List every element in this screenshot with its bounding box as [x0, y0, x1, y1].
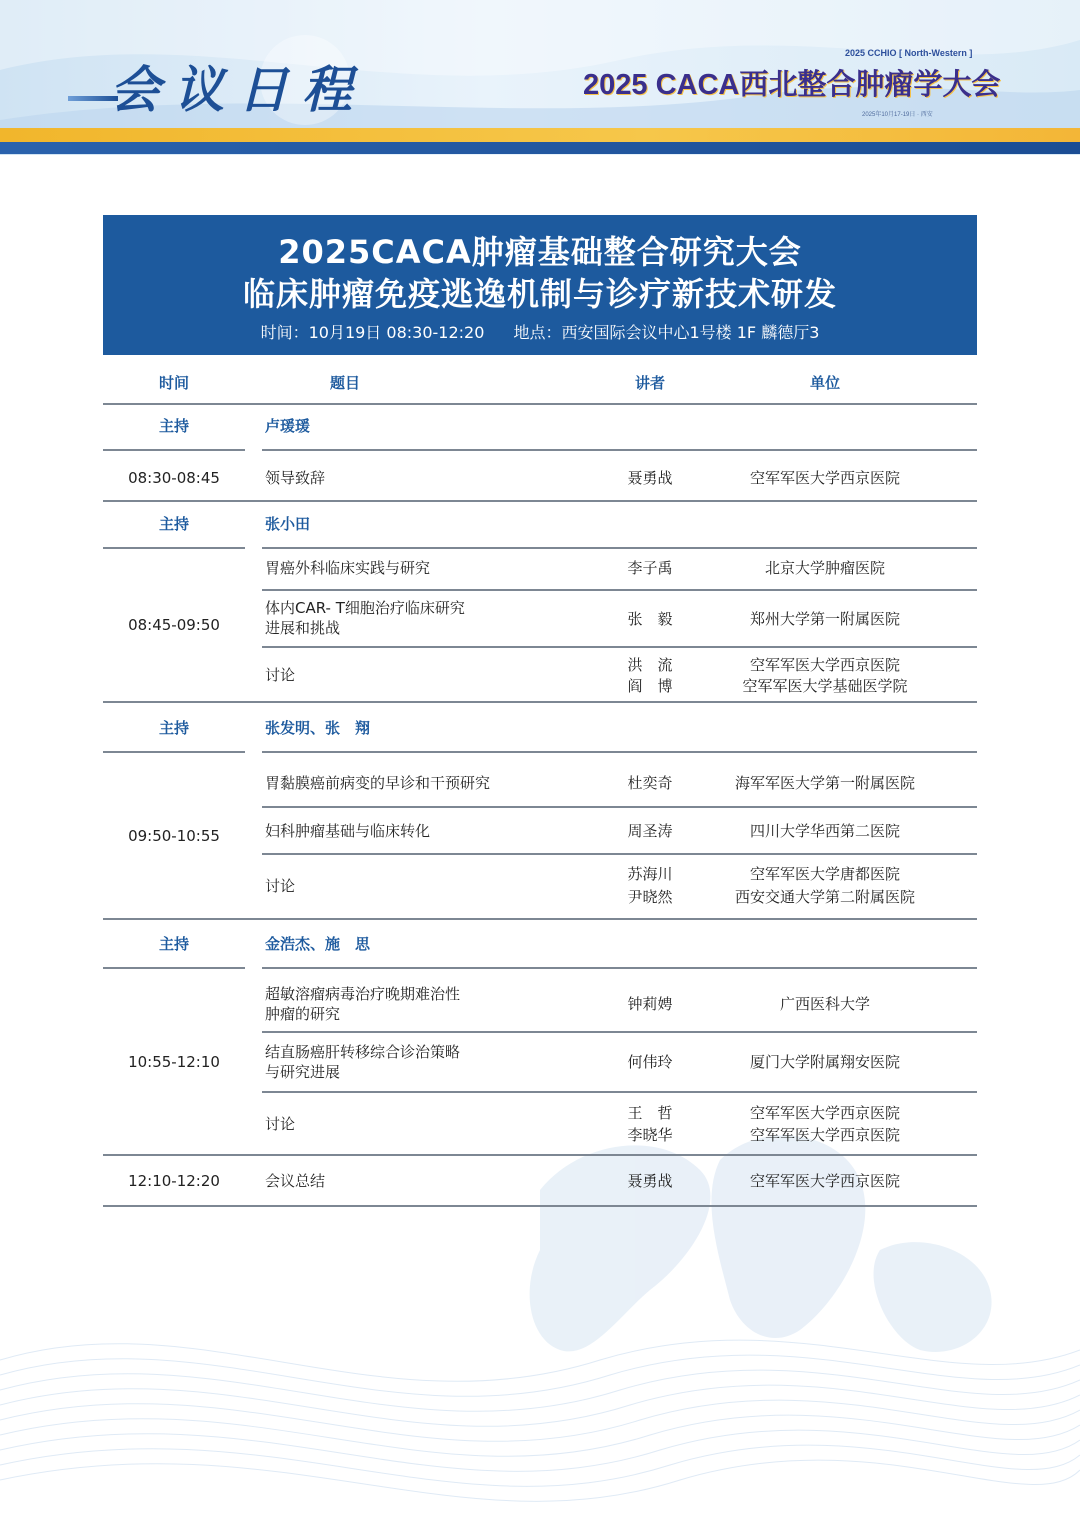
unit: 空军军医大学西京医院	[749, 1172, 900, 1190]
divider	[262, 646, 977, 648]
host-label: 主持	[158, 935, 189, 953]
time-slot: 12:10-12:20	[128, 1172, 220, 1190]
divider	[103, 1154, 977, 1156]
divider	[103, 403, 977, 405]
topic: 讨论	[265, 1115, 296, 1133]
divider	[262, 1091, 977, 1093]
session-title-block	[103, 215, 977, 355]
unit: 郑州大学第一附属医院	[749, 610, 900, 628]
topic: 讨论	[265, 877, 296, 895]
session-time: 时间：10月19日 08:30-12:20	[260, 323, 485, 342]
brand-date: 2025年10月17-19日 · 西安	[862, 112, 933, 118]
speaker: 聂勇战	[627, 1172, 673, 1190]
topic: 结直肠癌肝转移综合诊治策略	[265, 1043, 461, 1061]
topic: 肿瘤的研究	[265, 1005, 341, 1023]
host-name: 金浩杰、施 思	[265, 935, 371, 953]
speaker: 周圣涛	[627, 822, 673, 840]
unit: 空军军医大学西京医院	[749, 656, 900, 674]
speaker: 李晓华	[627, 1126, 673, 1144]
host-label: 主持	[158, 719, 189, 737]
unit: 空军军医大学唐都医院	[749, 865, 900, 883]
unit: 西安交通大学第二附属医院	[734, 888, 915, 906]
host-label: 主持	[158, 417, 189, 435]
divider	[262, 853, 977, 855]
divider	[103, 547, 245, 549]
brand-subtitle: 2025 CCHIO [ North-Western ]	[845, 48, 973, 58]
speaker: 阎 博	[627, 677, 673, 695]
divider	[262, 589, 977, 591]
session-title: 2025CACA肿瘤基础整合研究大会	[278, 233, 802, 271]
unit: 厦门大学附属翔安医院	[749, 1053, 900, 1071]
topic: 体内CAR- T细胞治疗临床研究	[265, 599, 465, 617]
page-title: 会议日程	[110, 60, 366, 119]
host-name: 张发明、张 翔	[265, 719, 371, 737]
divider	[103, 449, 245, 451]
speaker: 李子禹	[627, 559, 673, 577]
speaker: 聂勇战	[627, 469, 673, 487]
speaker: 钟莉娉	[627, 995, 673, 1013]
unit: 空军军医大学西京医院	[749, 469, 900, 487]
speaker: 王 哲	[627, 1104, 673, 1122]
time-slot: 10:55-12:10	[128, 1053, 220, 1071]
topic: 进展和挑战	[265, 619, 341, 637]
time-slot: 08:45-09:50	[128, 616, 220, 634]
time-slot: 09:50-10:55	[128, 827, 220, 845]
brand-logo-text: 2025 CACA西北整合肿瘤学大会	[583, 69, 1001, 101]
unit: 海军军医大学第一附属医院	[734, 774, 915, 792]
topic: 胃癌外科临床实践与研究	[265, 559, 431, 577]
page-header	[0, 0, 1080, 155]
speaker: 苏海川	[627, 865, 673, 883]
topic: 与研究进展	[265, 1063, 341, 1081]
speaker: 杜奕奇	[627, 774, 673, 792]
divider	[103, 967, 245, 969]
header-blue-stripe	[0, 142, 1080, 154]
unit: 广西医科大学	[779, 995, 870, 1013]
divider	[103, 751, 245, 753]
speaker: 张 毅	[627, 610, 673, 628]
column-header-speaker: 讲者	[634, 374, 665, 392]
column-header-unit: 单位	[809, 374, 840, 392]
header-gold-stripe	[0, 128, 1080, 142]
host-name: 卢瑗瑗	[265, 417, 311, 435]
unit: 北京大学肿瘤医院	[764, 559, 885, 577]
speaker: 何伟玲	[627, 1053, 673, 1071]
session-venue: 地点：西安国际会议中心1号楼 1F 麟德厅3	[513, 323, 820, 342]
divider	[103, 701, 977, 703]
column-header-topic: 题目	[329, 374, 360, 392]
divider	[262, 1031, 977, 1033]
divider	[103, 918, 977, 920]
speaker: 尹晓然	[627, 888, 673, 906]
divider	[262, 547, 977, 549]
session-subtitle: 临床肿瘤免疫逃逸机制与诊疗新技术研发	[242, 275, 837, 313]
topic: 超敏溶瘤病毒治疗晚期难治性	[265, 985, 461, 1003]
speaker: 洪 流	[627, 656, 673, 674]
topic: 领导致辞	[265, 469, 326, 487]
host-name: 张小田	[265, 515, 311, 533]
column-header-time: 时间	[158, 374, 189, 392]
unit: 空军军医大学基础医学院	[742, 677, 908, 695]
topic: 胃黏膜癌前病变的早诊和干预研究	[265, 774, 491, 792]
topic: 妇科肿瘤基础与临床转化	[265, 822, 431, 840]
host-label: 主持	[158, 515, 189, 533]
topic: 讨论	[265, 666, 296, 684]
time-slot: 08:30-08:45	[128, 469, 220, 487]
unit: 四川大学华西第二医院	[749, 822, 900, 840]
session-info	[103, 320, 977, 343]
divider	[262, 806, 977, 808]
divider	[262, 449, 977, 451]
unit: 空军军医大学西京医院	[749, 1126, 900, 1144]
divider	[103, 1205, 977, 1207]
divider	[262, 751, 977, 753]
background-watermark	[0, 1100, 1080, 1527]
divider	[262, 967, 977, 969]
divider	[103, 500, 977, 502]
topic: 会议总结	[265, 1172, 326, 1190]
unit: 空军军医大学西京医院	[749, 1104, 900, 1122]
